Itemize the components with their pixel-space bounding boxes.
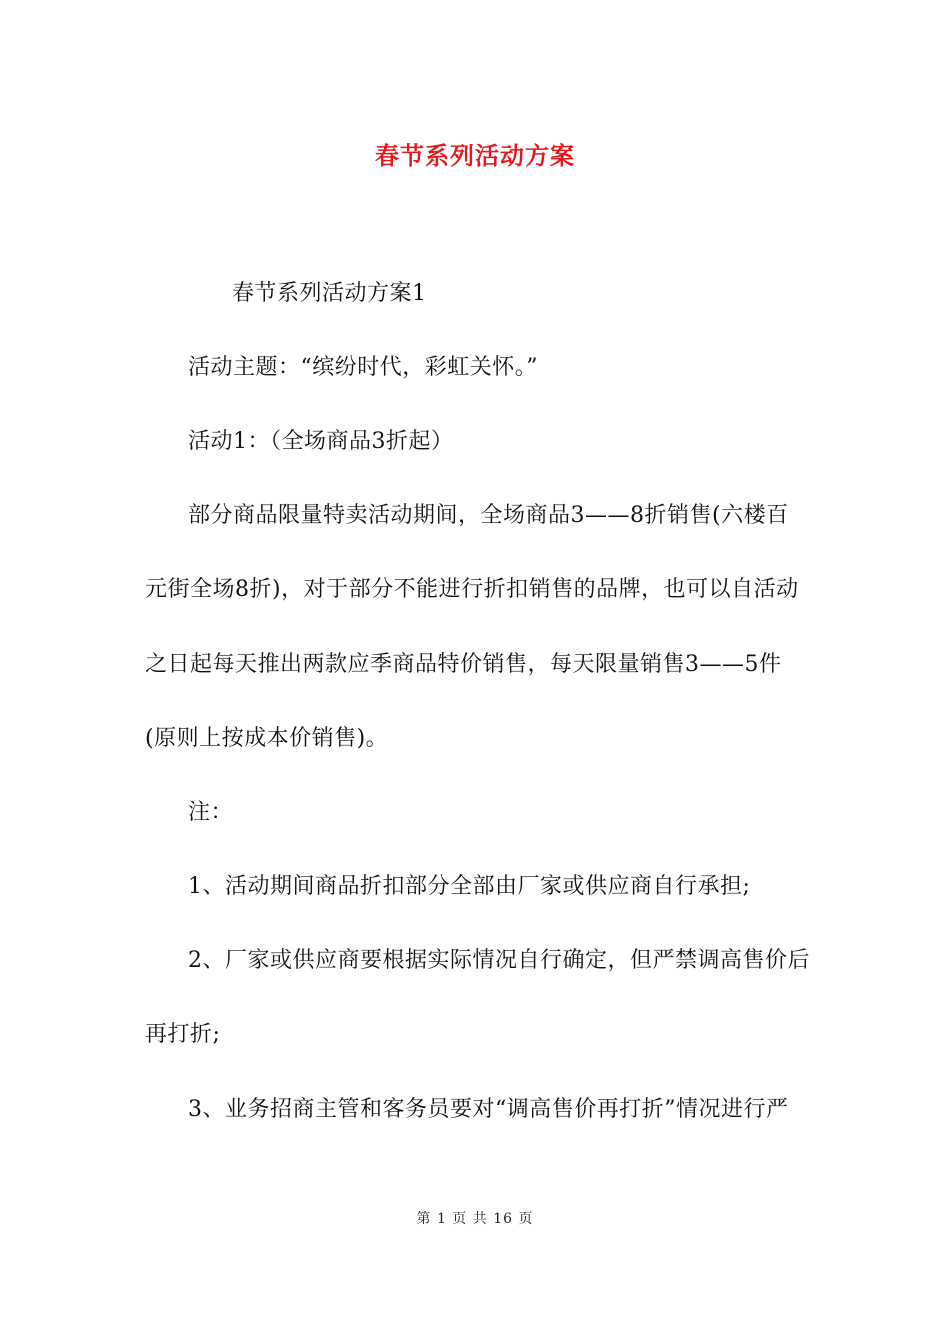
note-item-1: 1、活动期间商品折扣部分全部由厂家或供应商自行承担; [188,874,751,899]
section-heading: 春节系列活动方案1 [232,281,427,306]
activity-1-heading: 活动1：（全场商品3折起） [188,429,454,454]
page-number: 第 1 页 共 16 页 [416,1211,534,1227]
note-item-2-continued: 再打折; [145,1022,221,1047]
document-title: 春节系列活动方案 [375,141,575,170]
note-heading: 注： [188,800,234,825]
activity-theme: 活动主题：“缤纷时代，彩虹关怀。” [188,355,538,380]
paragraph-line: (原则上按成本价销售)。 [145,726,389,751]
note-item-2: 2、厂家或供应商要根据实际情况自行确定，但严禁调高售价后 [188,948,810,973]
paragraph-line: 部分商品限量特卖活动期间，全场商品3——8折销售(六楼百 [188,503,789,528]
paragraph-line: 之日起每天推出两款应季商品特价销售，每天限量销售3——5件 [145,652,782,677]
paragraph-line: 元街全场8折)，对于部分不能进行折扣销售的品牌，也可以自活动 [145,577,799,602]
note-item-3: 3、业务招商主管和客务员要对“调高售价再打折”情况进行严 [188,1097,789,1122]
